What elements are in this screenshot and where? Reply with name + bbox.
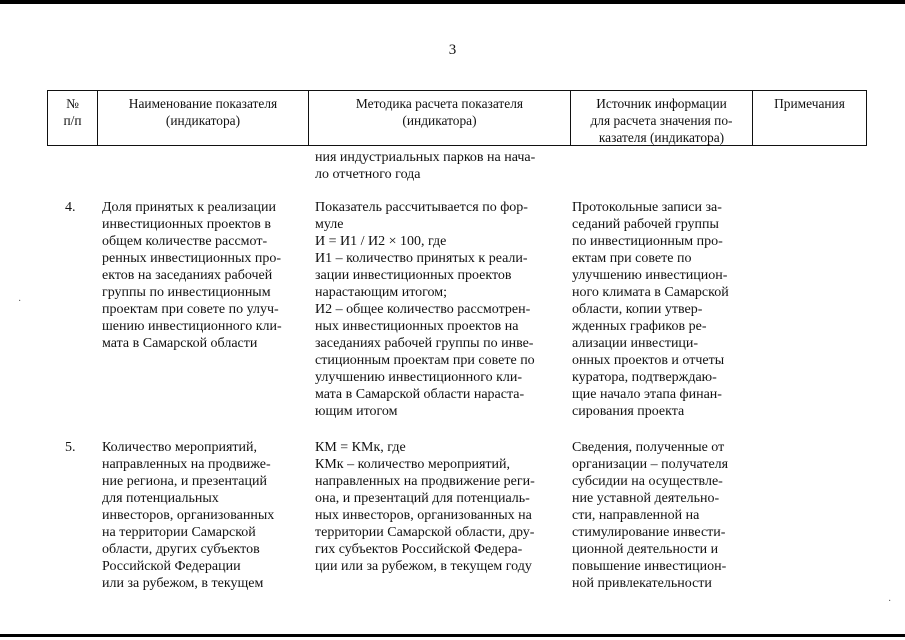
continued-method-text: ния индустриальных парков на нача- ло отчетного года bbox=[315, 150, 536, 182]
page-number: 3 bbox=[448, 42, 457, 58]
header-cell-name: Наименование показателя (индикатора) bbox=[98, 91, 309, 145]
bottom-border bbox=[0, 634, 905, 637]
indicator-name: Доля принятых к реализации инвестиционных проектов в общем количестве рассмот- ренных инвестиционных про- ектов на заседаниях рабочей группы по инвестиционным проектам при совете по улуч- шению инвестиционного кли- мата в Самарской области bbox=[102, 200, 282, 351]
calculation-method: Показатель рассчитывается по фор- муле И = И1 / И2 × 100, где И1 – количество принятых к реали- зации инвестиционных проектов нарастающим итогом; И2 – общее количество рассмотрен- ных инвестиционных проектов на заседаниях рабочей группы по инве- стиционным проектам при совете по улучшению инвестиционного кли- мата в Самарской области нараста- ющим итогом bbox=[315, 200, 535, 419]
row-number: 5. bbox=[65, 440, 76, 455]
header-cell-number: № п/п bbox=[48, 91, 98, 145]
scan-speck: · bbox=[888, 596, 892, 607]
scan-speck: · bbox=[18, 296, 22, 307]
header-cell-method: Методика расчета показателя (индикатора) bbox=[309, 91, 571, 145]
indicator-name: Количество мероприятий, направленных на продвиже- ние региона, и презентаций для потенциальных инвесторов, организованных на территории Самарской области, других субъектов Российской Федерации или за рубежом, в текущем bbox=[102, 440, 275, 591]
table-header bbox=[47, 90, 867, 146]
row-number: 4. bbox=[65, 200, 76, 215]
header-cell-source: Источник информации для расчета значения по- казателя (индикатора) bbox=[571, 91, 753, 145]
calculation-method: КМ = КМк, где КМк – количество мероприятий, направленных на продвижение реги- она, и презентаций для потенциаль- ных инвесторов, организованных на территории Самарской области, дру- гих субъектов Российской Федера- ции или за рубежом, в текущем году bbox=[315, 440, 535, 574]
top-border bbox=[0, 0, 905, 4]
header-cell-notes: Примечания bbox=[774, 96, 845, 111]
information-source: Протокольные записи за- седаний рабочей группы по инвестиционным про- ектам при совете по улучшению инвестицион- ного климата в Самарской области, копии утвер- жденных графиков ре- ализации инвестици- онных проектов и отчеты куратора, подтверждаю- щие начало этапа финан- сирования проекта bbox=[572, 200, 729, 419]
information-source: Сведения, полученные от организации – получателя субсидии на осуществле- ние уставной деятельно- сти, направленной на стимулирование инвести- ционной деятельности и повышение инвестицион- ной привлекательности bbox=[572, 440, 729, 591]
